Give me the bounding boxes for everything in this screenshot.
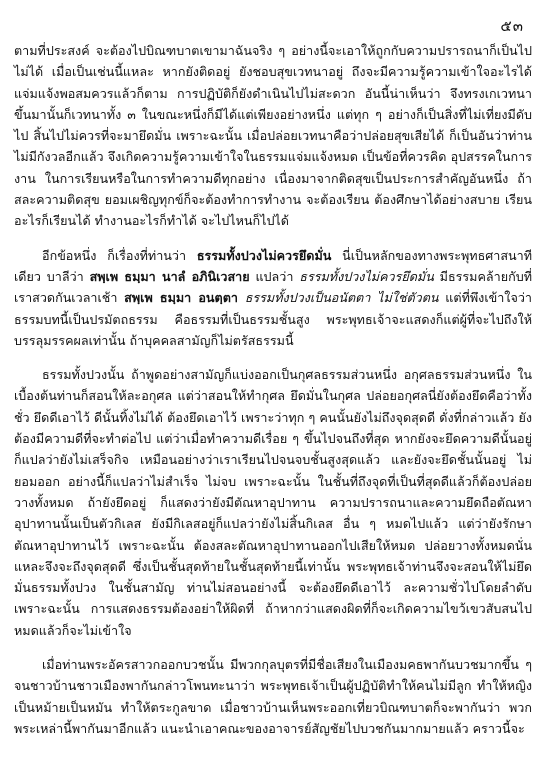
paragraph-2 — [14, 245, 532, 351]
paragraph-3: ธรรมทั้งปวงนั้น ถ้าพูดอย่างสามัญก็แบ่งออกเป็นกุศลธรรมส่วนหนึ่ง อกุศลธรรมส่วนหนึ่ง ในเบื้องต้นท่านก็สอนให้ละอกุศล แต่ว่าสอนให้ทำกุศล ยึดมั่นในกุศล ปล่อยอกุศลนี่ยังต้องยึดคือว่าทั้งชั่ว ยึดดีเอาไว้ ดีนั้นทิ้งไม่ได้ ต้องยึดเอาไว้ เพราะว่าทุก ๆ คนนั้นยังไม่ถึงจุดสุดดี ดั่งที่กล่าวแล้ว ยังต้องมีความดีที่จะทำต่อไป แต่ว่าเมื่อทำความดีเรื่อย ๆ ขึ้นไปจนถึงที่สุด หากยังจะยึดความดีนั้นอยู่ ก็แปลว่ายังไม่เสร็จกิจ เหมือนอย่างว่าเราเรียนไปจนจบชั้นสูงสุดแล้ว และยังจะยึดชั้นนั้นอยู่ ไม่ยอมออก อย่างนี้ก็แปลว่าไม่สำเร็จ ไม่จบ เพราะฉะนั้น ในชั้นที่ถึงจุดที่เป็นที่สุดดีแล้วก็ต้องปล่อยวางทั้งหมด ถ้ายังยึดอยู่ ก็แสดงว่ายังมีตัณหาอุปาทาน ความปรารถนาและความยึดถือตัณหาอุปาทานนั้นเป็นตัวกิเลส ยังมีกิเลสอยู่ก็แปลว่ายังไม่สิ้นกิเลส อื่น ๆ หมดไปแล้ว แต่ว่ายังรักษาตัณหาอุปาทานไว้ เพราะฉะนั้น ต้องสละตัณหาอุปาทานออกไปเสียให้หมด ปล่อยวางทั้งหมดนั่นแหละจึงจะถึงจุดสุดดี ซึ่งเป็นชั้นสุดท้ายในชั้นสุดท้ายนี้เท่านั้น พระพุทธเจ้าท่านจึงจะสอนให้ไม่ยึดมั่นธรรมทั้งปวง ในชั้นสามัญ ท่านไม่สอนอย่างนี้ จะต้องยึดดีเอาไว้ ละความชั่วไปโดยลำดับ เพราะฉะนั้น การแสดงธรรมต้องอย่าให้ผิดที่ ถ้าหากว่าแสดงผิดที่ก็จะเกิดความไขว้เขวสับสนไปหมดแล้วก็จะไม่เข้าใจ — [14, 367, 532, 638]
text-run: นี่เป็นหลักของทางพระพุทธศาสนาทีเดียว บาลีว่า — [14, 247, 532, 284]
text-run — [238, 290, 245, 305]
text-run: แปลว่า — [249, 268, 300, 284]
page-number: ๕๓ — [500, 17, 524, 35]
text-run: อีกข้อหนึ่ง ก็เรื่องที่ท่านว่า — [42, 247, 197, 263]
pali-phrase: สพฺเพ ธมฺมา นาลํ อภินิเวสาย — [89, 268, 250, 284]
pali-phrase: สพฺเพ ธมฺมา อนตฺตา — [124, 290, 238, 306]
paragraph-1: ตามที่ประสงค์ จะต้องไปบิณฑบาตเขามาฉันจริง ๆ อย่างนี้จะเอาให้ถูกกับความปรารถนาก็เป็นไปไม่ได้ เมื่อเป็นเช่นนี้แหละ หากยังติดอยู่ ยังชอบสุขเวทนาอยู่ ถึงจะมีความรู้ความเข้าใจอะไรได้แจ่มแจ้งพอสมควรแล้วก็ตาม การปฏิบัติก็ยังดำเนินไปไม่สะดวก อันนี้น่าเห็นว่า จึงทรงเกเวทนาขึ้นมานั้นก็เวทนาทั้ง ๓ ในขณะหนึ่งก็มีได้แต่เพียงอย่างหนึ่ง แต่ทุก ๆ อย่างก็เป็นสิ่งที่ไม่เที่ยงมีดับไป สิ้นไปไม่ควรที่จะมายึดมั่น เพราะฉะนั้น เมื่อปล่อยเวทนาคือว่าปล่อยสุขเสียได้ ก็เป็นอันว่าท่านไม่มีกังวลอีกแล้ว จึงเกิดความรู้ความเข้าใจในธรรมแจ่มแจ้งหมด เป็นข้อที่ควรคิด อุปสรรคในการงาน ในการเรียนหรือในการทำความดีทุกอย่าง เนื่องมาจากติดสุขเป็นประการสำคัญอันหนึ่ง ถ้าสละความติดสุข ยอมเผชิญทุกข์ก็จะต้องทำการทำงาน จะต้องเรียน ต้องศึกษาได้อย่างสบาย เรียนอะไรก็เรียนได้ ทำงานอะไรก็ทำได้ จะไปไหนก็ไปได้ — [14, 43, 532, 229]
bold-phrase: ธรรมทั้งปวงไม่ควรยึดมั่น — [196, 247, 332, 263]
text-run: มีธรรมคล้ายกับที่เราสวดกันเวลาเช้า — [14, 268, 532, 306]
italic-phrase: ธรรมทั้งปวงไม่ควรยึดมั่น — [299, 268, 434, 284]
paragraph-4: เมื่อท่านพระอัครสาวกออกบวชนั้น มีพวกกุลบุตรที่มีชื่อเสียงในเมืองมคธพากันบวชมากขึ้น ๆ จนชาวบ้านชาวเมืองพากันกล่าวโพนทะนาว่า พระพุทธเจ้าเป็นผู้ปฏิบัติทำให้คนไม่มีลูก ทำให้หญิงเป็นหม้ายเป็นหมัน ทำให้ตระกูลขาด เมื่อชาวบ้านเห็นพระออกเที่ยวบิณฑบาตก็จะพากันว่า พวกพระเหล่านี้พากันมาอีกแล้ว แนะนำเอาคณะของอาจารย์สัญชัยไปบวชกันมากมายแล้ว คราวนี้จะ — [14, 657, 532, 736]
page-body — [14, 40, 532, 739]
italic-phrase: ธรรมทั้งปวงเป็นอนัตตา ไม่ใช่ตัวตน — [244, 290, 439, 306]
text-run: แต่ที่พึงเข้าใจว่าธรรมบทนี้เป็นปรมัตถธรรม คือธรรมที่เป็นธรรมชั้นสูง พระพุทธเจ้าจะแสดงก็แต่ผู้ที่จะไปถึงให้บรรลุมรรคผลเท่านั้น ถ้าบุคคลสามัญก็ไม่ตรัสธรรมนี้ — [14, 290, 532, 348]
